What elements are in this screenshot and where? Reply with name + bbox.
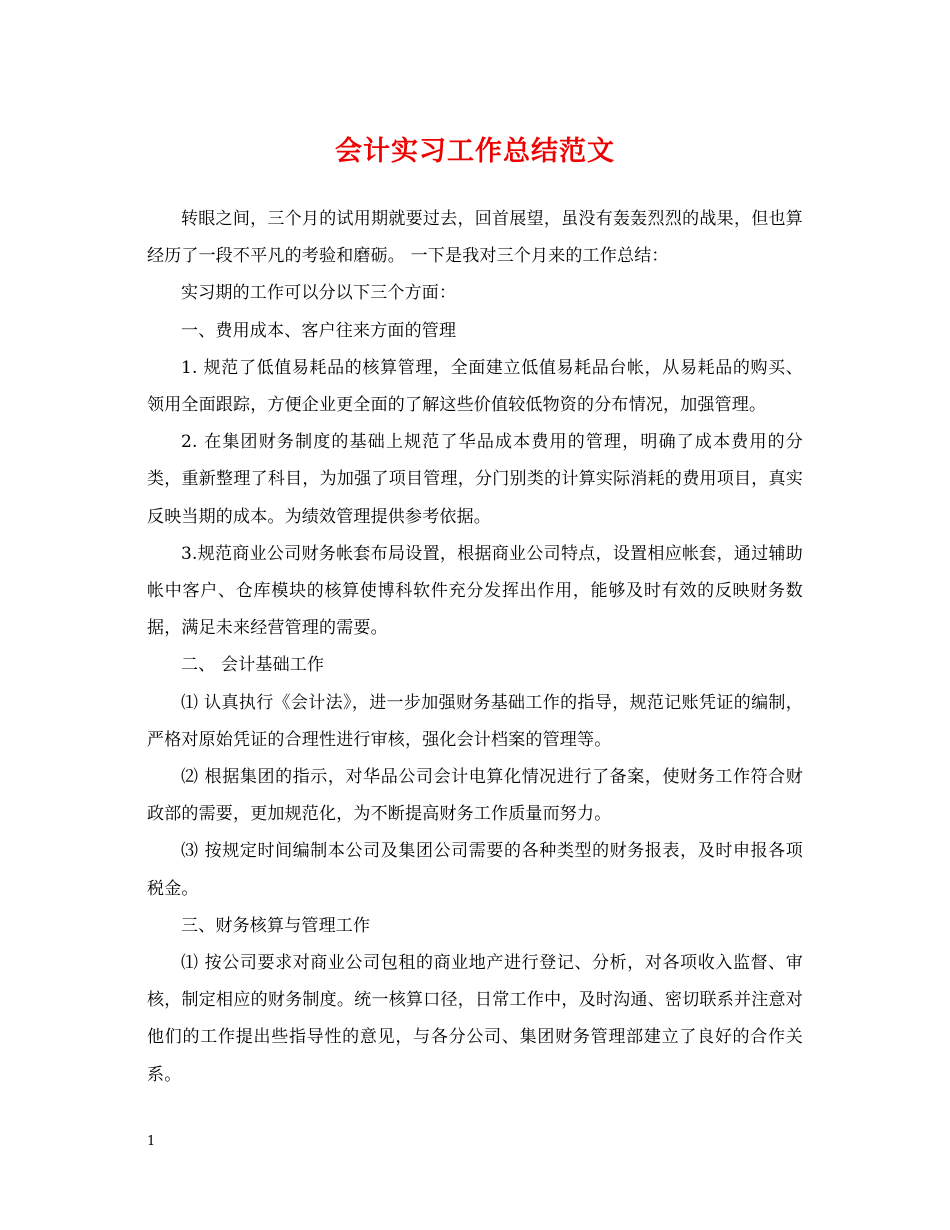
paragraph-accounting-2: ⑵ 根据集团的指示，对华品公司会计电算化情况进行了备案，使财务工作符合财政部的需要，更加规范化，为不断提高财务工作质量而努力。: [147, 767, 803, 825]
paragraph-item-2: 2. 在集团财务制度的基础上规范了华品成本费用的管理，明确了成本费用的分类，重新整理了科目，为加强了项目管理，分门别类的计算实际消耗的费用项目，真实反映当期的成本。为绩效管理提供参考依据。: [147, 432, 803, 527]
section-heading-cost: 一、费用成本、客户往来方面的管理: [181, 320, 457, 341]
paragraph-item-1: 1. 规范了低值易耗品的核算管理，全面建立低值易耗品台帐，从易耗品的购买、领用全面跟踪，方便企业更全面的了解这些价值较低物资的分布情况，加强管理。: [147, 357, 803, 416]
paragraph-accounting-3: ⑶ 按规定时间编制本公司及集团公司需要的各种类型的财务报表，及时申报各项税金。: [147, 841, 803, 899]
paragraph-accounting-1: ⑴ 认真执行《会计法》，进一步加强财务基础工作的指导，规范记账凭证的编制，严格对原始凭证的合理性进行审核，强化会计档案的管理等。: [147, 692, 803, 750]
paragraph-finance-1: ⑴ 按公司要求对商业公司包租的商业地产进行登记、分析，对各项收入监督、审核，制定相应的财务制度。统一核算口径，日常工作中，及时沟通、密切联系并注意对他们的工作提出些指导性的意见，与各分公司、集团财务管理部建立了良好的合作关系。: [147, 953, 803, 1085]
section-heading-finance: 三、财务核算与管理工作: [181, 915, 371, 936]
paragraph-scope: 实习期的工作可以分以下三个方面：: [181, 283, 457, 304]
document-body: [147, 201, 803, 1094]
section-heading-accounting: 二、 会计基础工作: [181, 655, 325, 676]
paragraph-intro: 转眼之间，三个月的试用期就要过去，回首展望，虽没有轰轰烈烈的战果，但也算经历了一段不平凡的考验和磨砺。 一下是我对三个月来的工作总结：: [147, 209, 803, 267]
paragraph-item-3: 3.规范商业公司财务帐套布局设置，根据商业公司特点，设置相应帐套，通过辅助帐中客户、仓库模块的核算使博科软件充分发挥出作用，能够及时有效的反映财务数据，满足未来经营管理的需要。: [147, 543, 803, 639]
page-number: 1: [147, 1134, 156, 1149]
document-title: 会计实习工作总结范文: [335, 136, 615, 167]
